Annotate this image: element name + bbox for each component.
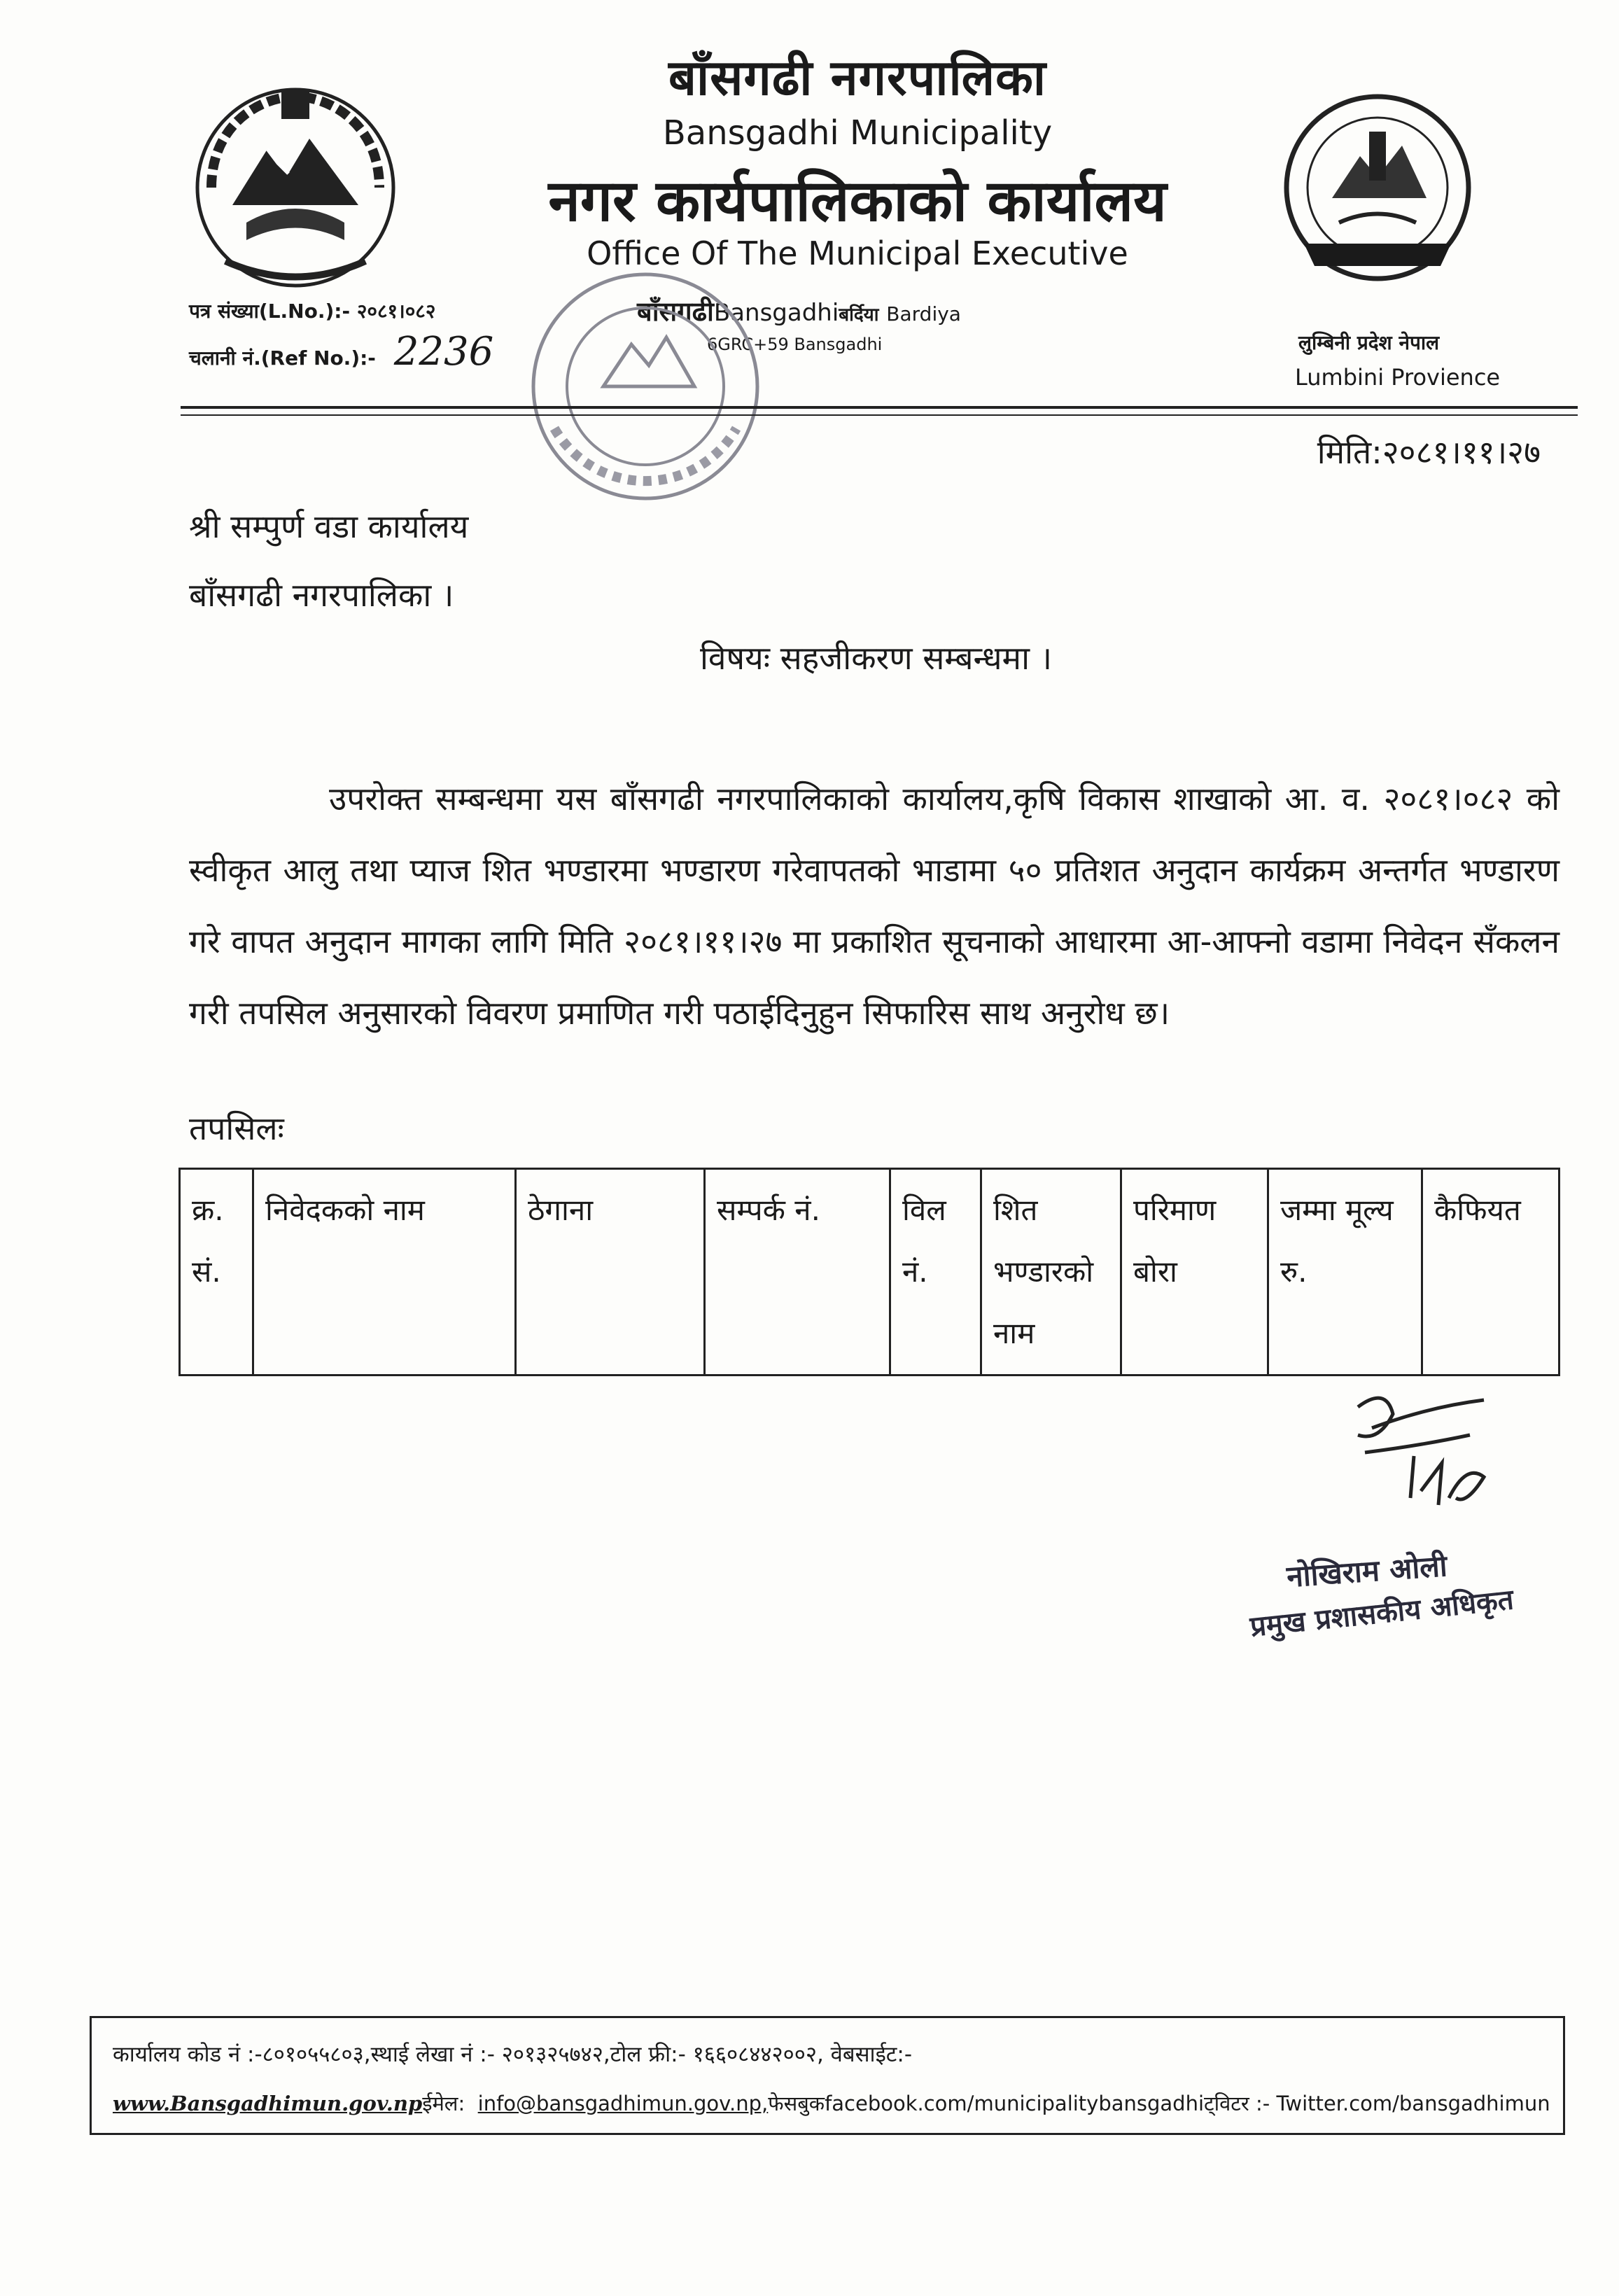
letter-body: उपरोक्त सम्बन्धमा यस बाँसगढी नगरपालिकाको कार्यालय,कृषि विकास शाखाको आ. व. २०८१।०८२ को स्वीकृत आलु तथा प्याज शित भण्डारमा भण्डारण गरेवापतको भाडामा ५० प्रतिशत अनुदान कार्यक्रम अन्तर्गत भण्डारण गरे वापत अनुदान मागका लागि मिति २०८१।११।२७ मा प्रकाशित सूचनाको आधारमा आ-आफ्नो वडामा निवेदन सँकलन गरी तपसिल अनुसारको विवरण प्रमाणित गरी पठाईदिनुहुन सिफारिस साथ अनुरोध छ। (189, 780, 1560, 1032)
letter-number-label: पत्र संख्या(L.No.):- (189, 300, 351, 323)
details-label: तपसिलः (189, 1110, 284, 1147)
footer-twitter-link[interactable]: Twitter.com/bansgadhimun (1276, 2092, 1550, 2115)
municipality-name-np: बाँसगढी नगरपालिका (668, 49, 1046, 106)
footer-email-label: ईमेल: (422, 2092, 465, 2115)
header-divider (181, 406, 1578, 409)
office-seal-stamp (526, 267, 764, 508)
reference-number (189, 329, 493, 374)
footer-website-link[interactable]: www.Bansgadhimun.gov.np (113, 2092, 423, 2115)
office-name-en: Office Of The Municipal Executive (587, 234, 1128, 272)
plus-code: 6GRC+59 Bansgadhi (707, 335, 883, 354)
col-serial-number: क्र. सं. (180, 1169, 253, 1376)
address-np: बाँसगढी (637, 296, 714, 327)
footer-facebook-label: फेसबुक (768, 2092, 825, 2115)
nepal-emblem-logo (183, 83, 407, 295)
recipient-line-2: बाँसगढी नगरपालिका । (189, 576, 454, 614)
district-en: Bardiya (886, 302, 961, 326)
recipient-line-1: श्री सम्पुर्ण वडा कार्यालय (189, 507, 469, 545)
table-header-row (180, 1169, 1560, 1376)
col-applicant-name: निवेदकको नाम (253, 1169, 516, 1376)
col-cold-store-name: शित भण्डारको नाम (981, 1169, 1121, 1376)
col-address: ठेगाना (516, 1169, 705, 1376)
col-contact-number: सम्पर्क नं. (705, 1169, 890, 1376)
details-table (178, 1168, 1560, 1376)
footer-codes: कार्यालय कोड नं :-८०१०५५८०३,स्थाई लेखा नं :- २०१३२५७४२,टोल फ्री:- १६६०८४४२००२, वेबसाईट:- (113, 2042, 913, 2067)
signature-mark-text (1365, 1456, 1367, 1457)
office-name-np: नगर कार्यपालिकाको कार्यालय (548, 168, 1167, 234)
footer-twitter-label: ट्विटर :- (1204, 2092, 1270, 2115)
footer-email-link[interactable]: info@bansgadhimun.gov.np, (477, 2092, 769, 2115)
footer-facebook-link[interactable]: facebook.com/municipalitybansgadhi (825, 2092, 1205, 2115)
address-en: Bansgadhi (713, 299, 839, 327)
signatory-name: नोखिराम ओली (1285, 1548, 1449, 1594)
municipality-logo (1273, 83, 1483, 295)
province-en: Lumbini Provience (1295, 364, 1501, 391)
letter-number-value: २०८१।०८२ (356, 300, 436, 323)
signatory-title: प्रमुख प्रशासकीय अधिकृत (1248, 1583, 1515, 1644)
reference-number-label: चलानी नं.(Ref No.):- (189, 346, 376, 370)
col-bill-number: विल नं. (890, 1169, 981, 1376)
letter-number (189, 298, 435, 324)
handwritten-signature (1344, 1386, 1512, 1529)
letter-subject: विषयः सहजीकरण सम्बन्धमा । (699, 639, 1053, 677)
footer-contacts (113, 2090, 1550, 2117)
col-total-value: जम्मा मूल्य रु. (1268, 1169, 1422, 1376)
col-remarks: कैफियत (1422, 1169, 1560, 1376)
municipality-name-en: Bansgadhi Municipality (662, 113, 1053, 153)
col-quantity-sacks: परिमाण बोरा (1121, 1169, 1268, 1376)
letter-footer (90, 2016, 1565, 2135)
reference-number-value: 2236 (393, 329, 494, 374)
district-np: बर्दिया (839, 304, 879, 326)
letter-date: मिति:२०८१।११।२७ (1317, 433, 1541, 471)
header-divider-thin (181, 414, 1578, 416)
province-np: लुम्बिनी प्रदेश नेपाल (1298, 331, 1440, 354)
